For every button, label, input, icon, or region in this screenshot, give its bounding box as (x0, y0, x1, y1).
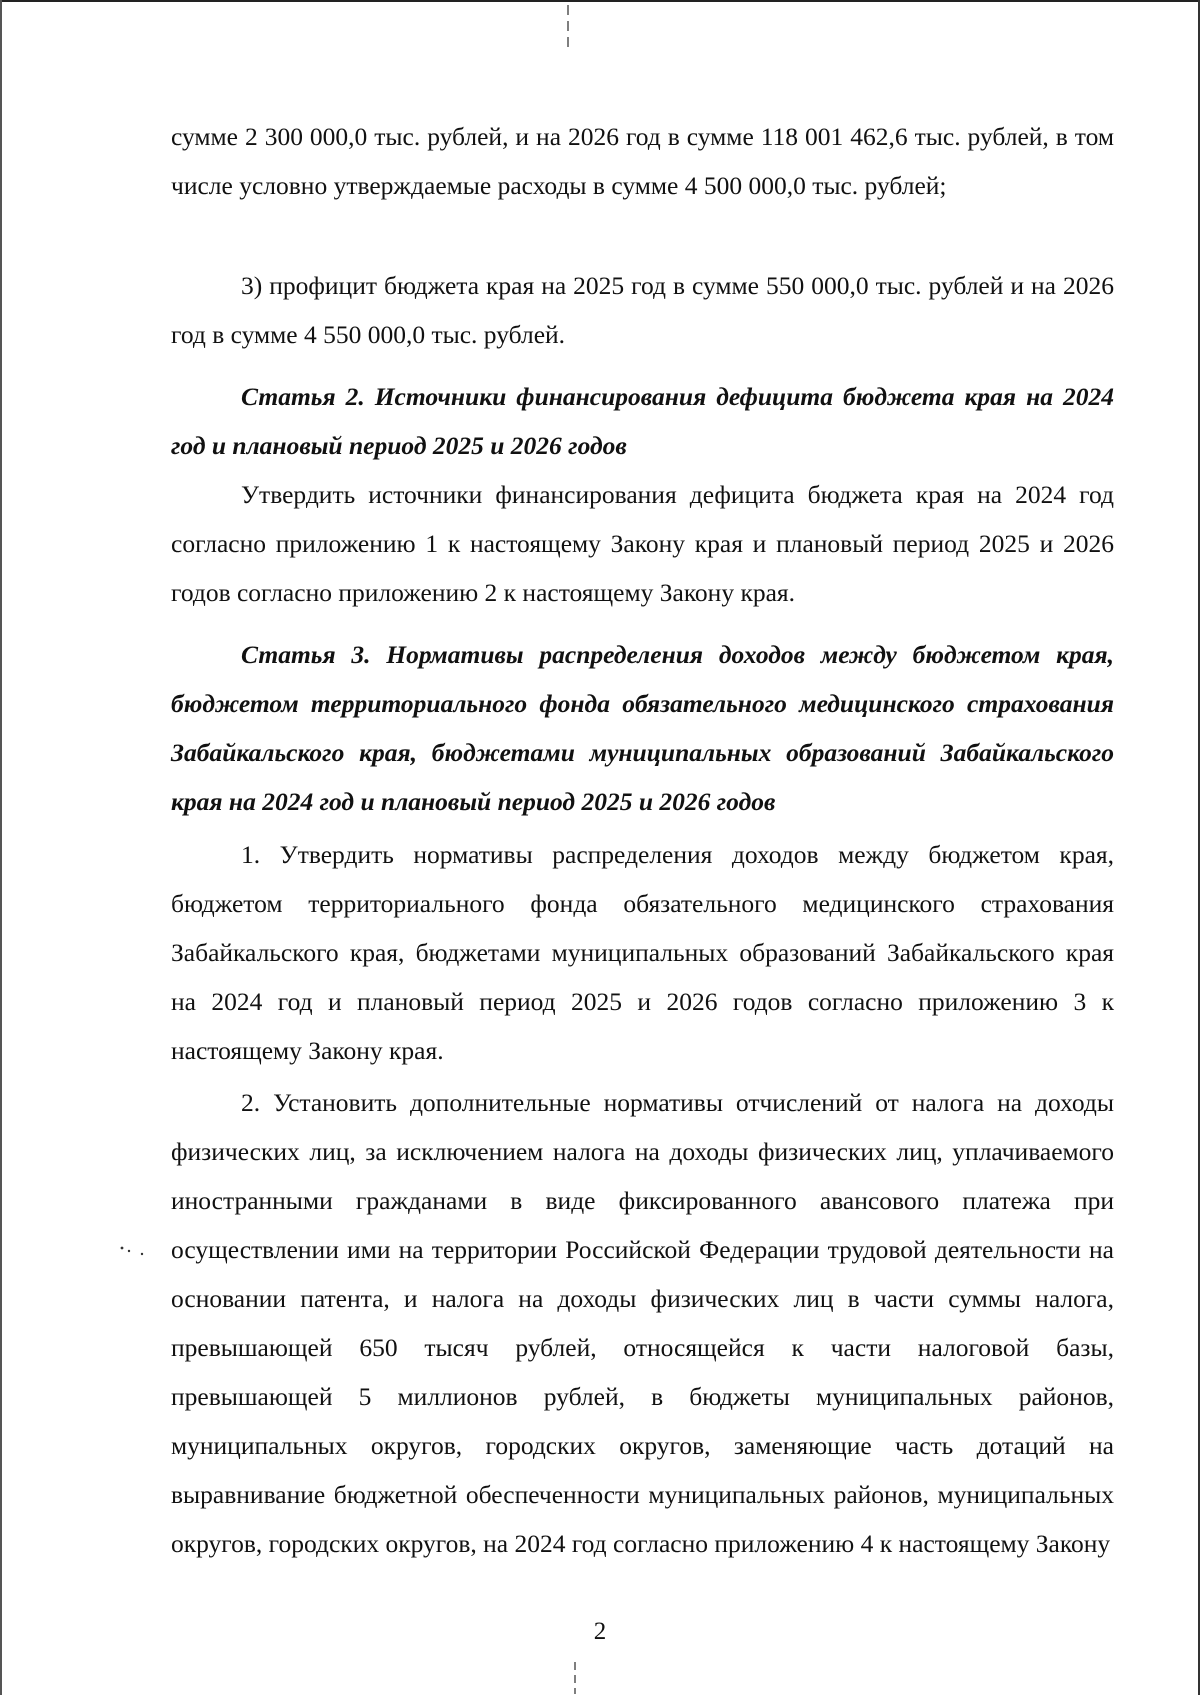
scan-dots-left (118, 1243, 148, 1257)
article-3-heading (171, 630, 1114, 826)
scan-edge-left (0, 0, 2, 1695)
scan-fold-mark-bottom (572, 1660, 578, 1695)
heading-text: Статья 3. Нормативы распределения доходов между бюджетом края, бюджетом территориального фонда обязательного медицинского страхования Забайкальского края, бюджетами муниципальных образований Забайкальского края на 2024 год и плановый период 2025 и 2026 годов (171, 640, 1114, 816)
scan-edge-top (0, 0, 1200, 2)
scan-fold-mark-top (565, 0, 571, 55)
paragraph-text: 3) профицит бюджета края на 2025 год в сумме 550 000,0 тыс. рублей и на 2026 год в сумме 4 550 000,0 тыс. рублей. (171, 271, 1114, 349)
article-2-heading (171, 372, 1114, 470)
article-3-item-1 (171, 830, 1114, 1075)
page-number: 2 (593, 1618, 607, 1645)
article-3-item-2 (171, 1078, 1114, 1568)
paragraph-surplus (171, 261, 1114, 359)
paragraph-text: 2. Установить дополнительные нормативы отчислений от налога на доходы физических лиц, за исключением налога на доходы физических лиц, уплачиваемого иностранными гражданами в виде фиксированного авансового платежа при осуществлении ими на территории Российской Федерации трудовой деятельности на основании патента, и налога на доходы физических лиц в части суммы налога, превышающей 650 тысяч рублей, относящейся к части налоговой базы, превышающей 5 миллионов рублей, в бюджеты муниципальных районов, муниципальных округов, городских округов, заменяющие часть дотаций на выравнивание бюджетной обеспеченности муниципальных районов, муниципальных округов, городских округов, на 2024 год согласно приложению 4 к настоящему Закону (171, 1088, 1114, 1558)
heading-text: Статья 2. Источники финансирования дефицита бюджета края на 2024 год и плановый период 2025 и 2026 годов (171, 382, 1114, 460)
article-2-body (171, 470, 1114, 617)
paragraph-text: 1. Утвердить нормативы распределения доходов между бюджетом края, бюджетом территориального фонда обязательного медицинского страхования Забайкальского края, бюджетами муниципальных образований Забайкальского края на 2024 год и плановый период 2025 и 2026 годов согласно приложению 3 к настоящему Закону края. (171, 840, 1114, 1065)
paragraph-text: сумме 2 300 000,0 тыс. рублей, и на 2026 год в сумме 118 001 462,6 тыс. рублей, в том числе условно утверждаемые расходы в сумме 4 500 000,0 тыс. рублей; (171, 122, 1114, 200)
paragraph-budget-2026 (171, 112, 1114, 210)
paragraph-text: Утвердить источники финансирования дефицита бюджета края на 2024 год согласно приложению 1 к настоящему Закону края и плановый период 2025 и 2026 годов согласно приложению 2 к настоящему Закону края. (171, 480, 1114, 607)
